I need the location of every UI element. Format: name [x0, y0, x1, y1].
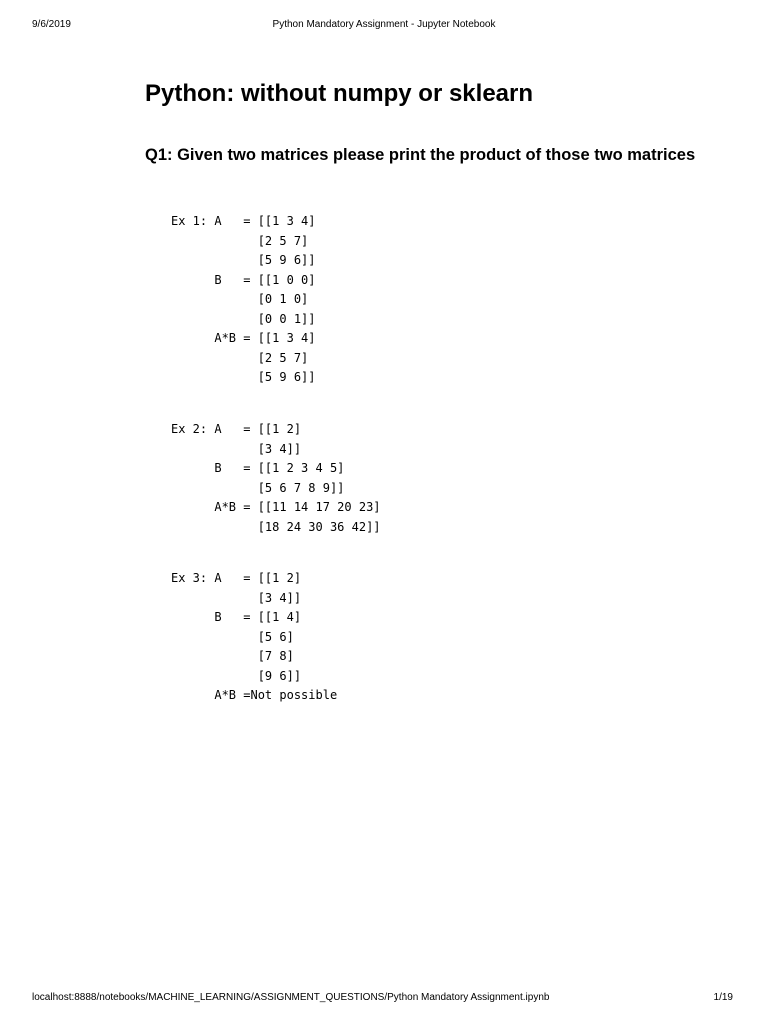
print-date: 9/6/2019: [32, 19, 71, 30]
example-2-code: Ex 2: A = [[1 2] [3 4]] B = [[1 2 3 4 5] [5 6 7 8 9]] A*B = [[11 14 17 20 23] [18 24 30 36 42]]: [171, 422, 381, 534]
print-footer: [32, 990, 736, 1006]
page-heading: Python: without numpy or sklearn: [145, 80, 534, 107]
example-3-code: Ex 3: A = [[1 2] [3 4]] B = [[1 4] [5 6] [7 8] [9 6]] A*B =Not possible: [171, 571, 338, 702]
print-header: [32, 17, 736, 33]
print-page-number: 1/19: [713, 992, 733, 1003]
notebook-content: [145, 78, 745, 702]
print-url: localhost:8888/notebooks/MACHINE_LEARNING/ASSIGNMENT_QUESTIONS/Python Mandatory Assignment.ipynb: [32, 992, 550, 1003]
question-heading: Q1: Given two matrices please print the product of those two matrices: [145, 146, 696, 164]
example-1-code: Ex 1: A = [[1 3 4] [2 5 7] [5 9 6]] B = [[1 0 0] [0 1 0] [0 0 1]] A*B = [[1 3 4] [2 5 7] [5 9 6]]: [171, 214, 316, 384]
print-title: Python Mandatory Assignment - Jupyter Notebook: [272, 19, 496, 30]
